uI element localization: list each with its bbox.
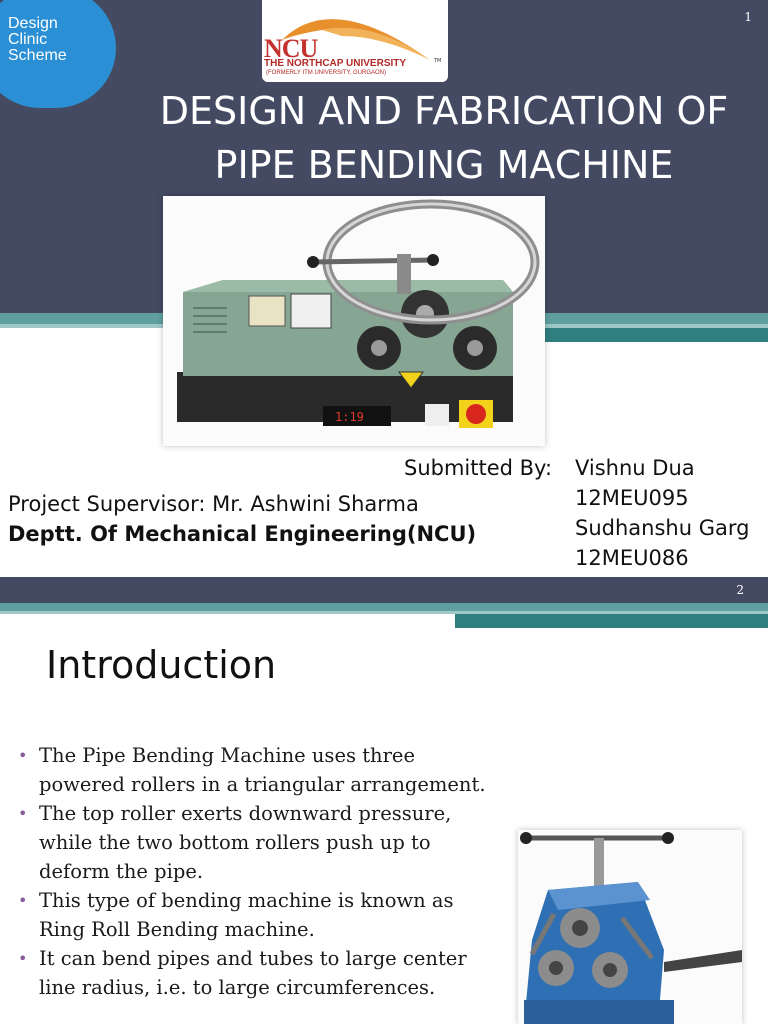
teal-stripe-dark — [455, 614, 768, 628]
department: Deptt. Of Mechanical Engineering(NCU) — [8, 522, 477, 546]
list-item — [18, 944, 488, 1002]
student-1-name: Vishnu Dua — [575, 456, 695, 480]
machine-photo — [163, 196, 545, 446]
msme-line-2: Clinic — [8, 31, 48, 48]
machine-display-readout: 1:19 — [335, 410, 364, 424]
supervisor-label: Project Supervisor: — [8, 492, 206, 516]
ring-roll-bender-image — [518, 830, 742, 1024]
list-item — [18, 886, 488, 944]
pipe-bending-machine-image — [163, 196, 545, 446]
bullet-text: It can bend pipes and tubes to large center line radius, i.e. to large circumferences. — [39, 947, 467, 999]
msme-line-1: Design — [8, 15, 58, 32]
student-2-id: 12MEU086 — [575, 546, 689, 570]
ncu-subtitle: THE NORTHCAP UNIVERSITY — [264, 58, 407, 69]
msme-logo-text — [8, 16, 67, 64]
ring-roll-photo — [518, 830, 742, 1024]
ncu-name: NCU — [264, 34, 318, 63]
student-1-id: 12MEU095 — [575, 486, 689, 510]
supervisor-name: Mr. Ashwini Sharma — [212, 492, 419, 516]
ncu-trademark: TM — [434, 58, 442, 64]
bullet-icon: • — [18, 746, 28, 765]
bullet-text: This type of bending machine is known as Ring Roll Bending machine. — [39, 889, 454, 941]
title-line-1: DESIGN AND FABRICATION OF — [159, 89, 729, 133]
bullet-icon: • — [18, 949, 28, 968]
page-number: 1 — [744, 10, 752, 24]
page-number: 2 — [736, 583, 744, 597]
title-line-2: PIPE BENDING MACHINE — [214, 143, 674, 187]
msme-line-3: Scheme — [8, 47, 67, 64]
bullet-text: The top roller exerts downward pressure, while the two bottom rollers push up to deform the pipe. — [39, 802, 452, 883]
slide-title — [120, 84, 768, 192]
teal-stripe-dark — [544, 328, 768, 342]
ncu-formerly: (FORMERLY ITM UNIVERSITY, GURGAON) — [266, 70, 387, 76]
teal-stripe — [0, 603, 768, 611]
header-band — [0, 577, 768, 603]
slide-heading: Introduction — [46, 643, 277, 687]
project-supervisor — [8, 492, 419, 516]
slide-2 — [0, 577, 768, 1024]
ncu-logo — [262, 0, 448, 82]
list-item — [18, 799, 488, 886]
bullet-icon: • — [18, 891, 28, 910]
bullet-list — [18, 741, 488, 1002]
bullet-text: The Pipe Bending Machine uses three powered rollers in a triangular arrangement. — [39, 744, 486, 796]
submitted-by-label: Submitted By: — [404, 456, 553, 480]
bullet-icon: • — [18, 804, 28, 823]
student-2-name: Sudhanshu Garg — [575, 516, 750, 540]
list-item — [18, 741, 488, 799]
